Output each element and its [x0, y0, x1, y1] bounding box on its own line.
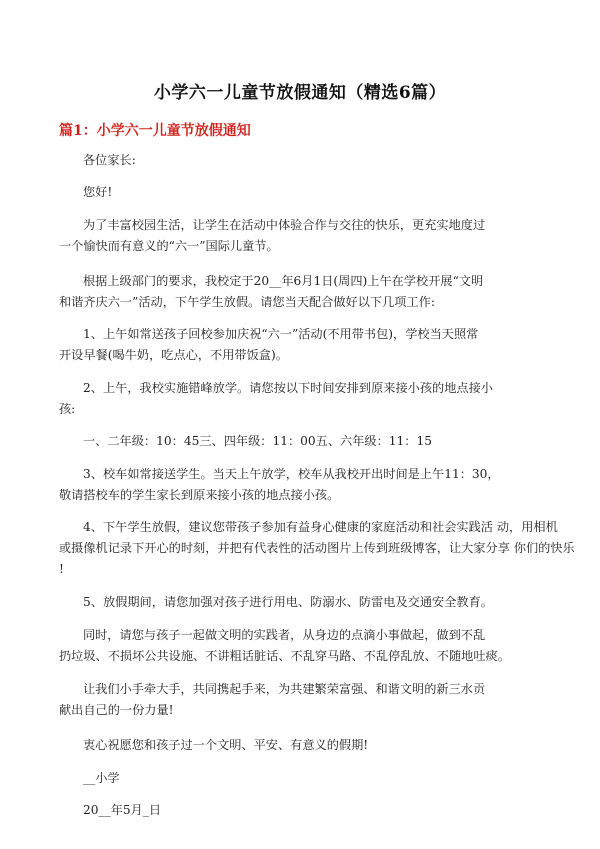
paragraph-arrangement-line-2: 和谐齐庆六一”活动，下午学生放假。请您当天配合做好以下几项工作: — [59, 295, 435, 309]
item-5-line: 5、放假期间，请您加强对孩子进行用电、防溺水、防雷电及交通安全教育。 — [83, 595, 493, 609]
paragraph-civility-line-2: 扔垃圾、不损坏公共设施、不讲粗话脏话、不乱穿马路、不乱停乱放、不随地吐痰。 — [59, 649, 510, 663]
item-4-line-3: ! — [59, 562, 64, 576]
item-2-line-2: 孩: — [59, 402, 76, 416]
paragraph-appeal-line-1: 让我们小手牵大手，共同携起手来，为共建繁荣富强、和谐文明的新三水贡 — [83, 682, 486, 696]
item-1-line-1: 1、上午如常送孩子回校参加庆祝“六一”活动(不用带书包)，学校当天照常 — [83, 327, 479, 341]
paragraph-arrangement-line-1: 根据上级部门的要求，我校定于20__年6月1日(周四)上午在学校开展“文明 — [83, 274, 484, 288]
hello-line: 您好! — [83, 185, 113, 199]
item-4-line-1: 4、下午学生放假，建议您带孩子参加有益身心健康的家庭活动和社会实践活 动，用相机 — [83, 520, 558, 534]
signature-school: __小学 — [83, 771, 120, 785]
item-1-line-2: 开设早餐(喝牛奶，吃点心，不用带饭盒)。 — [59, 348, 288, 362]
paragraph-intro-line-1: 为了丰富校园生活，让学生在活动中体验合作与交往的快乐，更充实地度过 — [83, 218, 486, 232]
closing-wish: 衷心祝愿您和孩子过一个文明、平安、有意义的假期! — [83, 738, 369, 752]
section-heading: 篇1：小学六一儿童节放假通知 — [59, 123, 251, 139]
paragraph-intro-line-2: 一个愉快而有意义的“六一”国际儿童节。 — [59, 239, 279, 253]
item-4-line-2: 或摄像机记录下开心的时刻，并把有代表性的活动图片上传到班级博客，让大家分享 你们的快乐 — [59, 541, 575, 555]
signature-date: 20__年5月_日 — [83, 803, 162, 817]
greeting-line: 各位家长: — [83, 153, 136, 167]
document-title: 小学六一儿童节放假通知（精选6篇） — [153, 83, 447, 103]
item-3-line-2: 敬请搭校车的学生家长到原来接小孩的地点接小孩。 — [59, 488, 340, 502]
schedule-line: 一、二年级：10：45三、四年级：11：00五、六年级：11：15 — [83, 434, 432, 448]
paragraph-appeal-line-2: 献出自己的一份力量! — [59, 703, 174, 717]
paragraph-civility-line-1: 同时，请您与孩子一起做文明的实践者，从身边的点滴小事做起，做到不乱 — [83, 628, 486, 642]
item-2-line-1: 2、上午，我校实施错峰放学。请您按以下时间安排到原来接小孩的地点接小 — [83, 381, 493, 395]
item-3-line-1: 3、校车如常接送学生。当天上午放学，校车从我校开出时间是上午11：30， — [83, 467, 500, 481]
